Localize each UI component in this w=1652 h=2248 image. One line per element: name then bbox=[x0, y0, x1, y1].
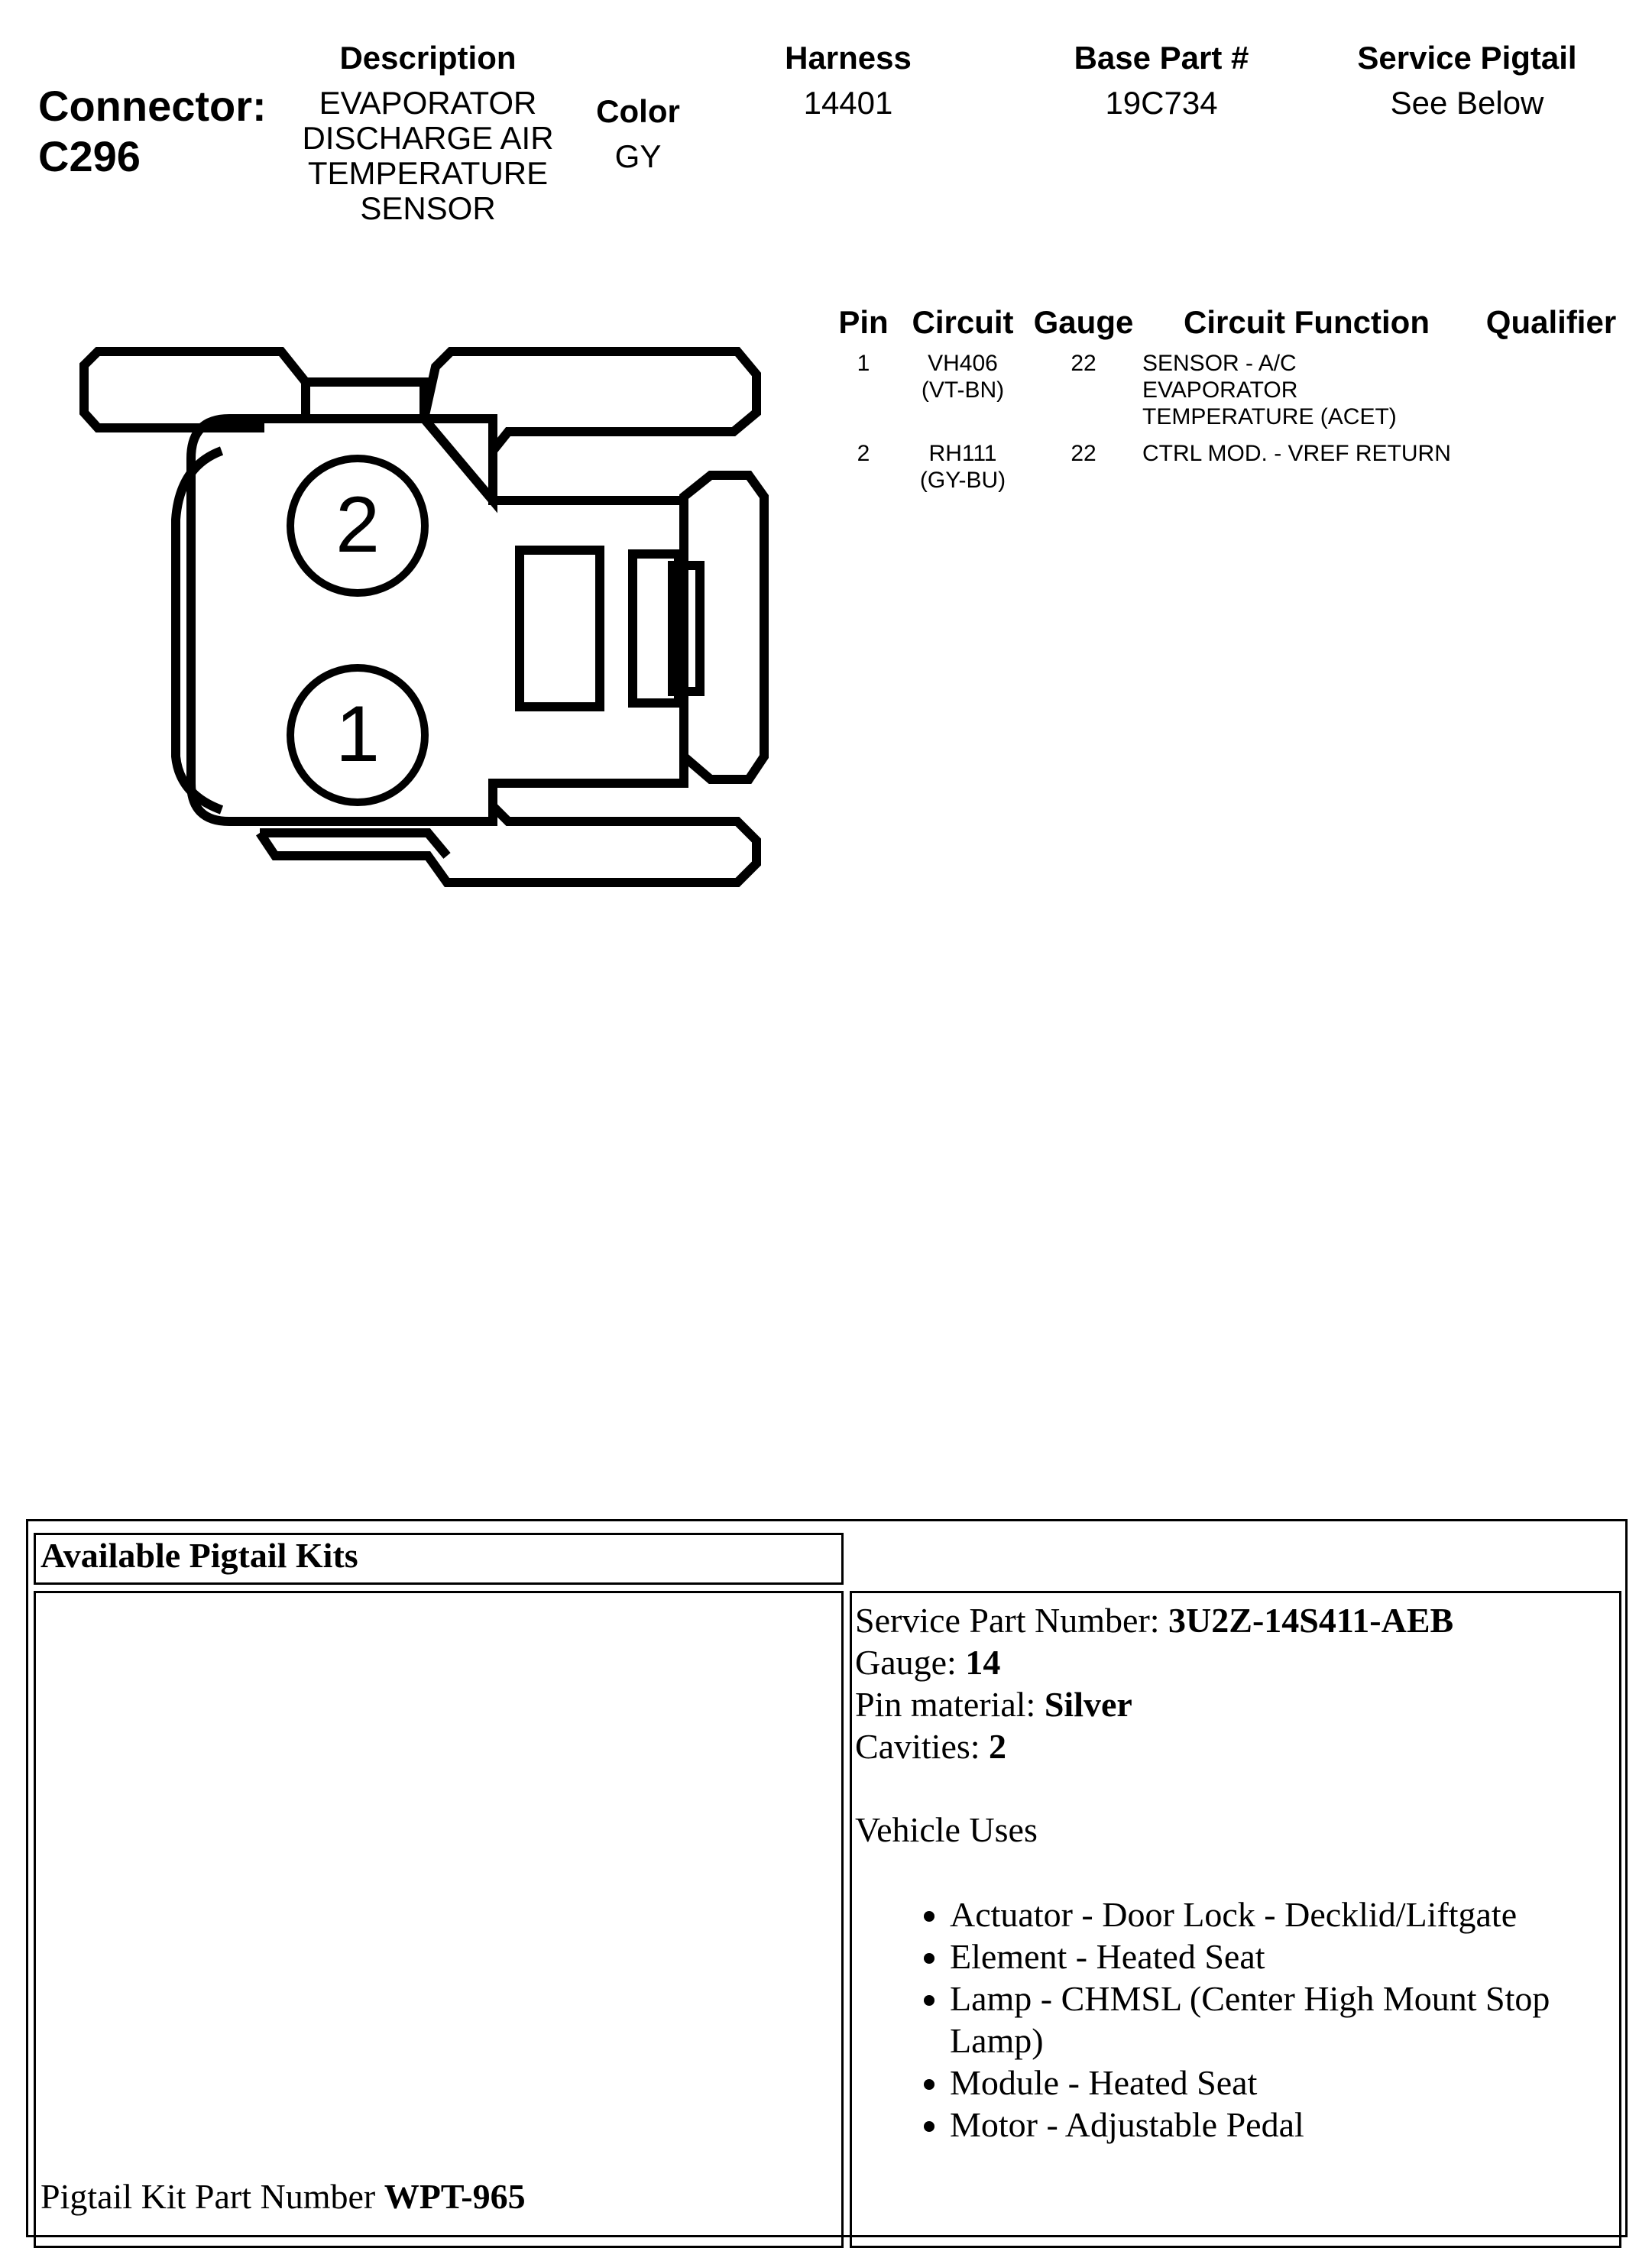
vehicle-use-item: • Actuator - Door Lock - Decklid/Liftgate bbox=[950, 1893, 1616, 1935]
col-circuit-function: Circuit Function bbox=[1184, 304, 1430, 340]
row2-circuit-id: RH111 bbox=[928, 441, 997, 466]
pigtail-title-cell bbox=[34, 1533, 844, 1585]
col-gauge: Gauge bbox=[1033, 304, 1134, 340]
color-value: GY bbox=[614, 138, 662, 174]
service-part-label: Service Part Number: bbox=[855, 1601, 1169, 1640]
connector-body bbox=[191, 419, 684, 821]
pigtail-kit-number-line bbox=[40, 2175, 526, 2217]
vehicle-uses-label: Vehicle Uses bbox=[855, 1810, 1038, 1849]
description-header: Description bbox=[339, 40, 517, 76]
gauge-line bbox=[855, 1641, 1616, 1683]
connector-id: C296 bbox=[38, 132, 141, 180]
vehicle-use-item: • Motor - Adjustable Pedal bbox=[950, 2104, 1616, 2146]
description-line: SENSOR bbox=[360, 190, 496, 226]
pigtail-kit-number: WPT-965 bbox=[384, 2177, 526, 2216]
base-part-value: 19C734 bbox=[1105, 85, 1218, 121]
gauge-label: Gauge: bbox=[855, 1643, 966, 1682]
row2-function-line: CTRL MOD. - VREF RETURN bbox=[1142, 441, 1451, 466]
col-circuit: Circuit bbox=[912, 304, 1014, 340]
row1-function-line: EVAPORATOR bbox=[1142, 377, 1298, 403]
vehicle-uses-list bbox=[855, 1893, 1616, 2146]
row2-function bbox=[1142, 440, 1463, 467]
pigtail-details-cell bbox=[850, 1591, 1621, 2248]
upper-bridge bbox=[306, 382, 424, 419]
terminal-window-left bbox=[520, 550, 600, 707]
row2-gauge: 22 bbox=[1071, 441, 1096, 466]
row1-circuit-color: (VT-BN) bbox=[921, 377, 1005, 403]
connector-label: Connector: bbox=[38, 82, 267, 130]
row2-circuit bbox=[902, 440, 1024, 494]
row2-circuit-color: (GY-BU) bbox=[919, 468, 1006, 493]
pigtail-title: Available Pigtail Kits bbox=[40, 1536, 358, 1575]
cavities-line bbox=[855, 1725, 1616, 1767]
pin-material-value: Silver bbox=[1044, 1685, 1132, 1724]
service-pigtail-value: See Below bbox=[1390, 85, 1544, 121]
gauge-value: 14 bbox=[965, 1643, 1001, 1682]
harness-header: Harness bbox=[785, 40, 912, 76]
row1-pin: 1 bbox=[857, 351, 870, 376]
row1-gauge: 22 bbox=[1071, 351, 1096, 376]
description-line: TEMPERATURE bbox=[307, 155, 549, 191]
pigtail-details bbox=[855, 1599, 1616, 2146]
base-part-header: Base Part # bbox=[1074, 40, 1249, 76]
connector-face-diagram bbox=[0, 0, 810, 955]
row1-function-line: SENSOR - A/C bbox=[1142, 351, 1297, 376]
vehicle-use-item: • Element - Heated Seat bbox=[950, 1935, 1616, 1978]
cavities-value: 2 bbox=[989, 1727, 1007, 1766]
description-line: EVAPORATOR bbox=[319, 85, 537, 121]
pin-2-label: 2 bbox=[335, 481, 380, 569]
harness-value: 14401 bbox=[803, 85, 893, 121]
description-line: DISCHARGE AIR bbox=[302, 120, 554, 156]
pigtail-kit-label: Pigtail Kit Part Number bbox=[40, 2177, 384, 2216]
pin-1-label: 1 bbox=[335, 690, 380, 779]
row2-pin: 2 bbox=[857, 441, 870, 466]
vehicle-use-item: • Module - Heated Seat bbox=[950, 2062, 1616, 2104]
cavities-label: Cavities: bbox=[855, 1727, 990, 1766]
color-header: Color bbox=[596, 93, 680, 129]
row1-function-line: TEMPERATURE (ACET) bbox=[1142, 404, 1397, 429]
vehicle-use-item: • Lamp - CHMSL (Center High Mount Stop Lamp) bbox=[950, 1978, 1616, 2062]
pigtail-kit-cell bbox=[34, 1591, 844, 2248]
service-part-value: 3U2Z-14S411-AEB bbox=[1168, 1601, 1454, 1640]
left-skirt bbox=[176, 451, 222, 810]
row1-circuit-id: VH406 bbox=[928, 351, 998, 376]
pin-material-line bbox=[855, 1683, 1616, 1725]
service-part-line bbox=[855, 1599, 1616, 1641]
row1-circuit bbox=[902, 350, 1024, 403]
service-pigtail-header: Service Pigtail bbox=[1357, 40, 1577, 76]
pin-material-label: Pin material: bbox=[855, 1685, 1045, 1724]
col-pin: Pin bbox=[838, 304, 889, 340]
col-qualifier: Qualifier bbox=[1485, 304, 1617, 340]
row1-function bbox=[1142, 350, 1463, 430]
